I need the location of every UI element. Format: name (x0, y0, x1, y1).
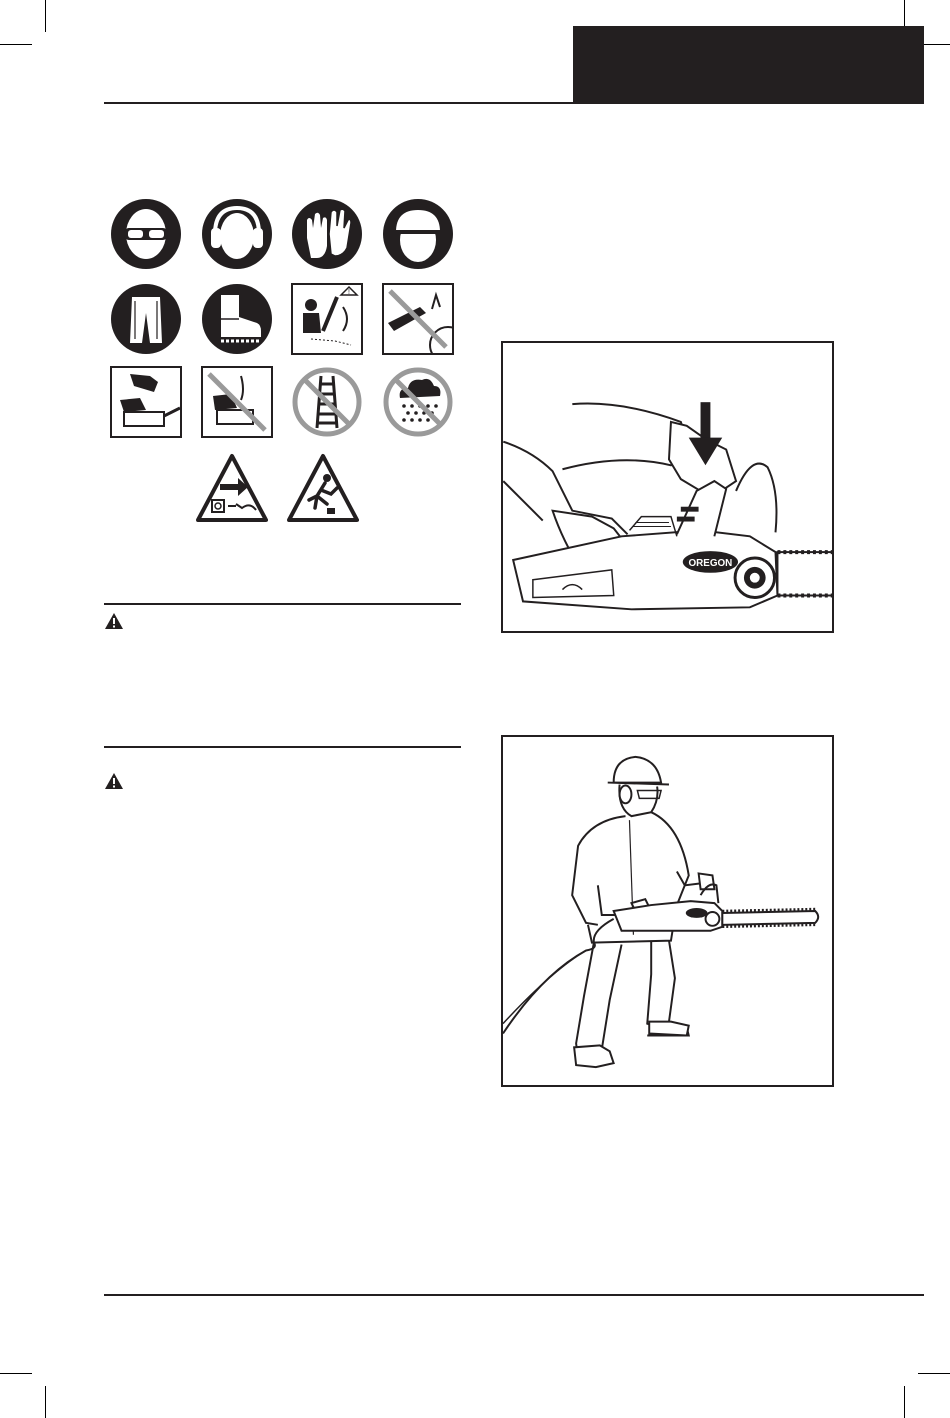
header-section-tab (573, 26, 924, 104)
crop-mark (0, 44, 32, 45)
safety-glasses-icon (110, 198, 182, 270)
footer-rule (104, 1294, 924, 1296)
no-one-hand-operation-icon (201, 366, 273, 438)
gloves-icon (291, 198, 363, 270)
chainsaw-grip-figure (501, 341, 834, 633)
warning-rule (104, 603, 461, 605)
header-rule (104, 102, 574, 104)
crop-mark (45, 1386, 46, 1418)
crop-mark (45, 0, 46, 32)
svg-text:!: ! (348, 289, 350, 296)
crop-mark (918, 1373, 950, 1374)
hard-hat-icon (382, 198, 454, 270)
unplug-damaged-cord-icon (196, 452, 268, 524)
warning-triangle-icon (104, 612, 124, 630)
no-rain-use-icon (382, 366, 454, 438)
warning-rule (104, 746, 461, 748)
operator-stance-figure (501, 735, 834, 1087)
trip-hazard-icon (287, 452, 359, 524)
kickback-warning-icon (291, 283, 363, 355)
ear-protection-icon (201, 198, 273, 270)
safety-boots-icon (201, 283, 273, 355)
two-hand-grip-icon (110, 366, 182, 438)
protective-trousers-icon (110, 283, 182, 355)
no-ladder-use-icon (291, 366, 363, 438)
crop-mark (0, 1373, 32, 1374)
crop-mark (904, 1386, 905, 1418)
warning-triangle-icon (104, 772, 124, 790)
no-bar-tip-contact-icon (382, 283, 454, 355)
brand-label: OREGON (688, 557, 733, 569)
